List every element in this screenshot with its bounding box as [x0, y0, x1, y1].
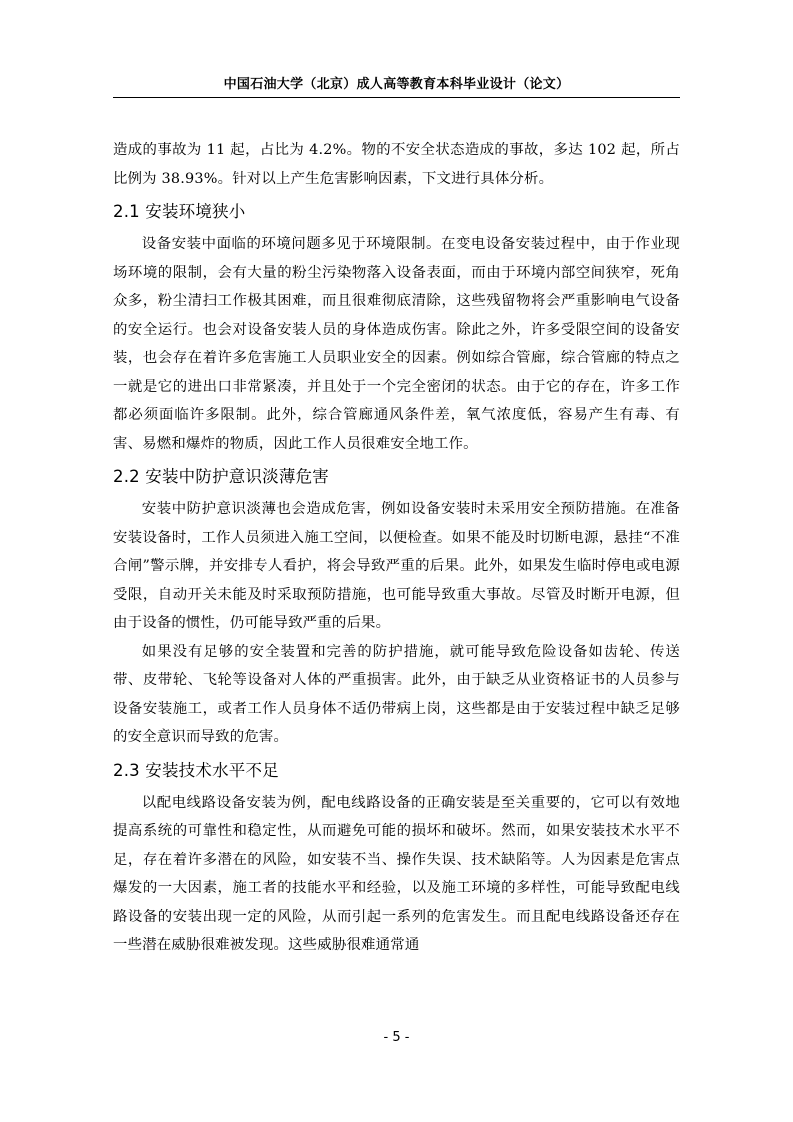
section-heading-2-1: 2.1 安装环境狭小 [113, 202, 246, 221]
section-2-2-paragraph-1: 安装中防护意识淡薄也会造成危害，例如设备安装时未采用安全预防措施。在准备安装设备时，工作人员须进入施工空间，以便检查。如果不能及时切断电源，悬挂“不准合闸”警示牌，并安排专人看护，将会导致严重的后果。此外，如果发生临时停电或电源受限，自动开关未能及时采取预防措施，也可能导致重大事故。尽管及时断开电源，但由于设备的惯性，仍可能导致严重的后果。 [113, 501, 680, 631]
section-heading-2-3: 2.3 安装技术水平不足 [113, 760, 279, 780]
page-body [113, 136, 680, 960]
section-2-1-paragraph-1: 设备安装中面临的环境问题多见于环境限制。在变电设备安装过程中，由于作业现场环境的限制，会有大量的粉尘污染物落入设备表面，而由于环境内部空间狭窄，死角众多，粉尘清扫工作极其困难，而且很难彻底清除，这些残留物将会严重影响电气设备的安全运行。也会对设备安装人员的身体造成伤害。除此之外，许多受限空间的设备安装，也会存在着许多危害施工人员职业安全的因素。例如综合管廊，综合管廊的特点之一就是它的进出口非常紧凑，并且处于一个完全密闭的状态。由于它的存在，许多工作都必须面临许多限制。此外，综合管廊通风条件差，氧气浓度低，容易产生有毒、有害、易燃和爆炸的物质，因此工作人员很难安全地工作。 [113, 236, 680, 452]
running-header-title: 中国石油大学（北京）成人高等教育本科毕业设计（论文） [223, 77, 570, 92]
header-divider [113, 97, 680, 98]
section-2-3-paragraph-1: 以配电线路设备安装为例，配电线路设备的正确安装是至关重要的，它可以有效地提高系统的可靠性和稳定性，从而避免可能的损坏和破坏。然而，如果安装技术水平不足，存在着许多潜在的风险，如安装不当、操作失误、技术缺陷等。人为因素是危害点爆发的一大因素，施工者的技能水平和经验，以及施工环境的多样性，可能导致配电线路设备的安装出现一定的风险，从而引起一系列的危害发生。而且配电线路设备还存在一些潜在威胁很难被发现。这些威胁很难通常通 [113, 794, 680, 953]
intro-paragraph: 造成的事故为 11 起，占比为 4.2%。物的不安全状态造成的事故，多达 102 起，所占比例为 38.93%。针对以上产生危害影响因素，下文进行具体分析。 [113, 142, 680, 187]
page-number: - 5 - [383, 1030, 410, 1045]
section-heading-2-2: 2.2 安装中防护意识淡薄危害 [113, 467, 329, 486]
section-2-2-paragraph-2: 如果没有足够的安全装置和完善的防护措施，就可能导致危险设备如齿轮、传送带、皮带轮、飞轮等设备对人体的严重损害。此外，由于缺乏从业资格证书的人员参与设备安装施工，或者工作人员身体不适仍带病上岗，这些都是由于安装过程中缺乏足够的安全意识而导致的危害。 [113, 643, 680, 745]
